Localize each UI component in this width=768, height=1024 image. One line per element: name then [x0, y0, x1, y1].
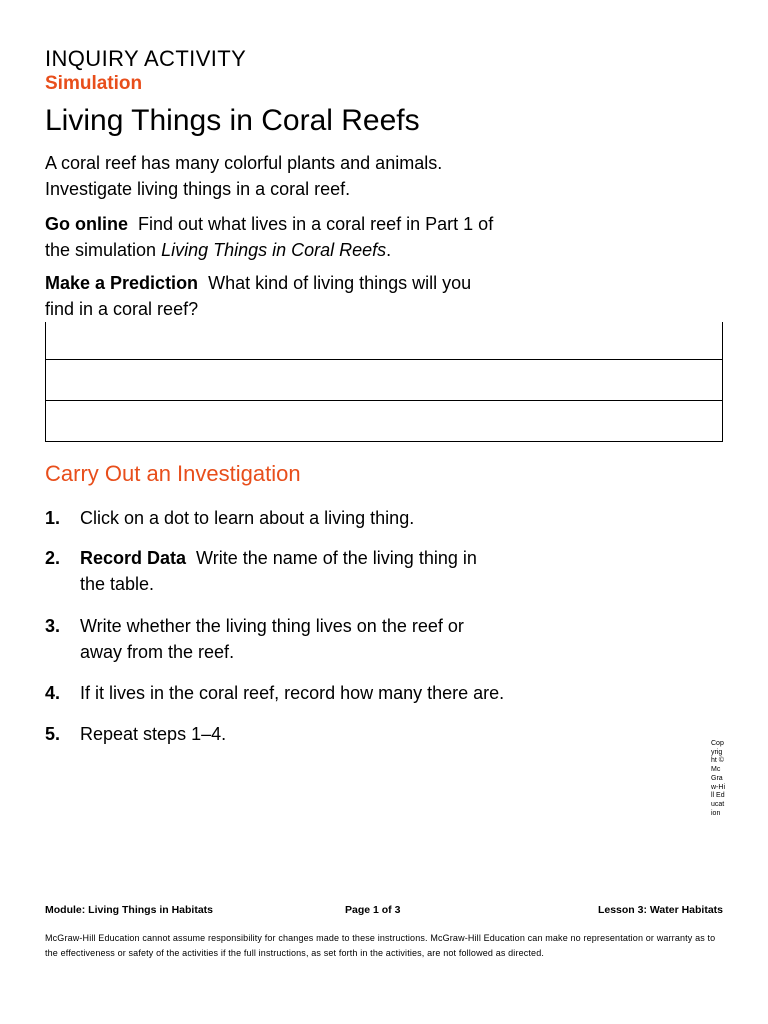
- step-line: If it lives in the coral reef, record how many there are.: [80, 683, 505, 703]
- step-label: Record Data: [80, 548, 187, 568]
- footer-lesson: Lesson 3: Water Habitats: [597, 904, 723, 916]
- prediction-answer-box[interactable]: [45, 322, 723, 442]
- go-online-line-2: [45, 237, 605, 263]
- copyright-notice: Copyright © McGraw-Hill Education: [711, 740, 725, 817]
- simulation-title: Living Things in Coral Reefs: [161, 240, 387, 260]
- step-text: [80, 680, 605, 706]
- step-line-text: Write the name of the living thing in: [196, 548, 477, 568]
- go-online-text-1: Find out what lives in a coral reef in Part 1 of: [138, 214, 494, 234]
- go-online-period: .: [386, 240, 392, 260]
- intro-paragraph: [45, 150, 605, 202]
- step-item-1: [45, 505, 605, 531]
- go-online-line-1: [45, 211, 605, 237]
- step-line: Repeat steps 1–4.: [80, 724, 227, 744]
- go-online-paragraph: [45, 211, 605, 263]
- step-text: [80, 545, 605, 597]
- go-online-label: Go online: [45, 214, 128, 234]
- page-title: Living Things in Coral Reefs: [45, 104, 420, 137]
- footer-disclaimer: McGraw-Hill Education cannot assume responsibility for changes made to these instructions. McGraw-Hill Education can make no representation or warranty as to the effectiveness or safety of the activities if the full instructions, as set forth in the activities, are not followed as directed.: [45, 933, 716, 958]
- step-line: away from the reef.: [80, 642, 235, 662]
- step-item-4: [45, 680, 605, 706]
- activity-kicker: INQUIRY ACTIVITY: [45, 46, 247, 71]
- step-number: 3.: [45, 616, 61, 636]
- step-number: 2.: [45, 548, 61, 568]
- step-item-3: [45, 613, 605, 665]
- step-item-2: [45, 545, 605, 597]
- step-text: [80, 613, 605, 665]
- step-number: 1.: [45, 508, 61, 528]
- go-online-text-2: the simulation: [45, 240, 162, 260]
- step-text: [80, 721, 605, 747]
- section-heading: Carry Out an Investigation: [45, 461, 301, 486]
- answer-line-2: [46, 400, 722, 401]
- prediction-line-1: [45, 270, 605, 296]
- step-number: 5.: [45, 724, 61, 744]
- step-text: [80, 505, 605, 531]
- intro-line-1: A coral reef has many colorful plants and animals.: [45, 153, 443, 173]
- prediction-paragraph: [45, 270, 605, 322]
- footer-module: Module: Living Things in Habitats: [45, 904, 213, 916]
- prediction-line-2: find in a coral reef?: [45, 299, 199, 319]
- step-line: Write whether the living thing lives on the reef or: [80, 616, 464, 636]
- activity-type: Simulation: [45, 73, 143, 94]
- step-item-5: [45, 721, 605, 747]
- step-line: [80, 545, 605, 571]
- prediction-text-1: What kind of living things will you: [208, 273, 472, 293]
- prediction-label: Make a Prediction: [45, 273, 199, 293]
- footer-page-number: Page 1 of 3: [345, 904, 401, 916]
- intro-line-2: Investigate living things in a coral reef.: [45, 179, 351, 199]
- step-line: Click on a dot to learn about a living thing.: [80, 508, 415, 528]
- answer-line-1: [46, 359, 722, 360]
- step-number: 4.: [45, 683, 61, 703]
- step-line: the table.: [80, 574, 155, 594]
